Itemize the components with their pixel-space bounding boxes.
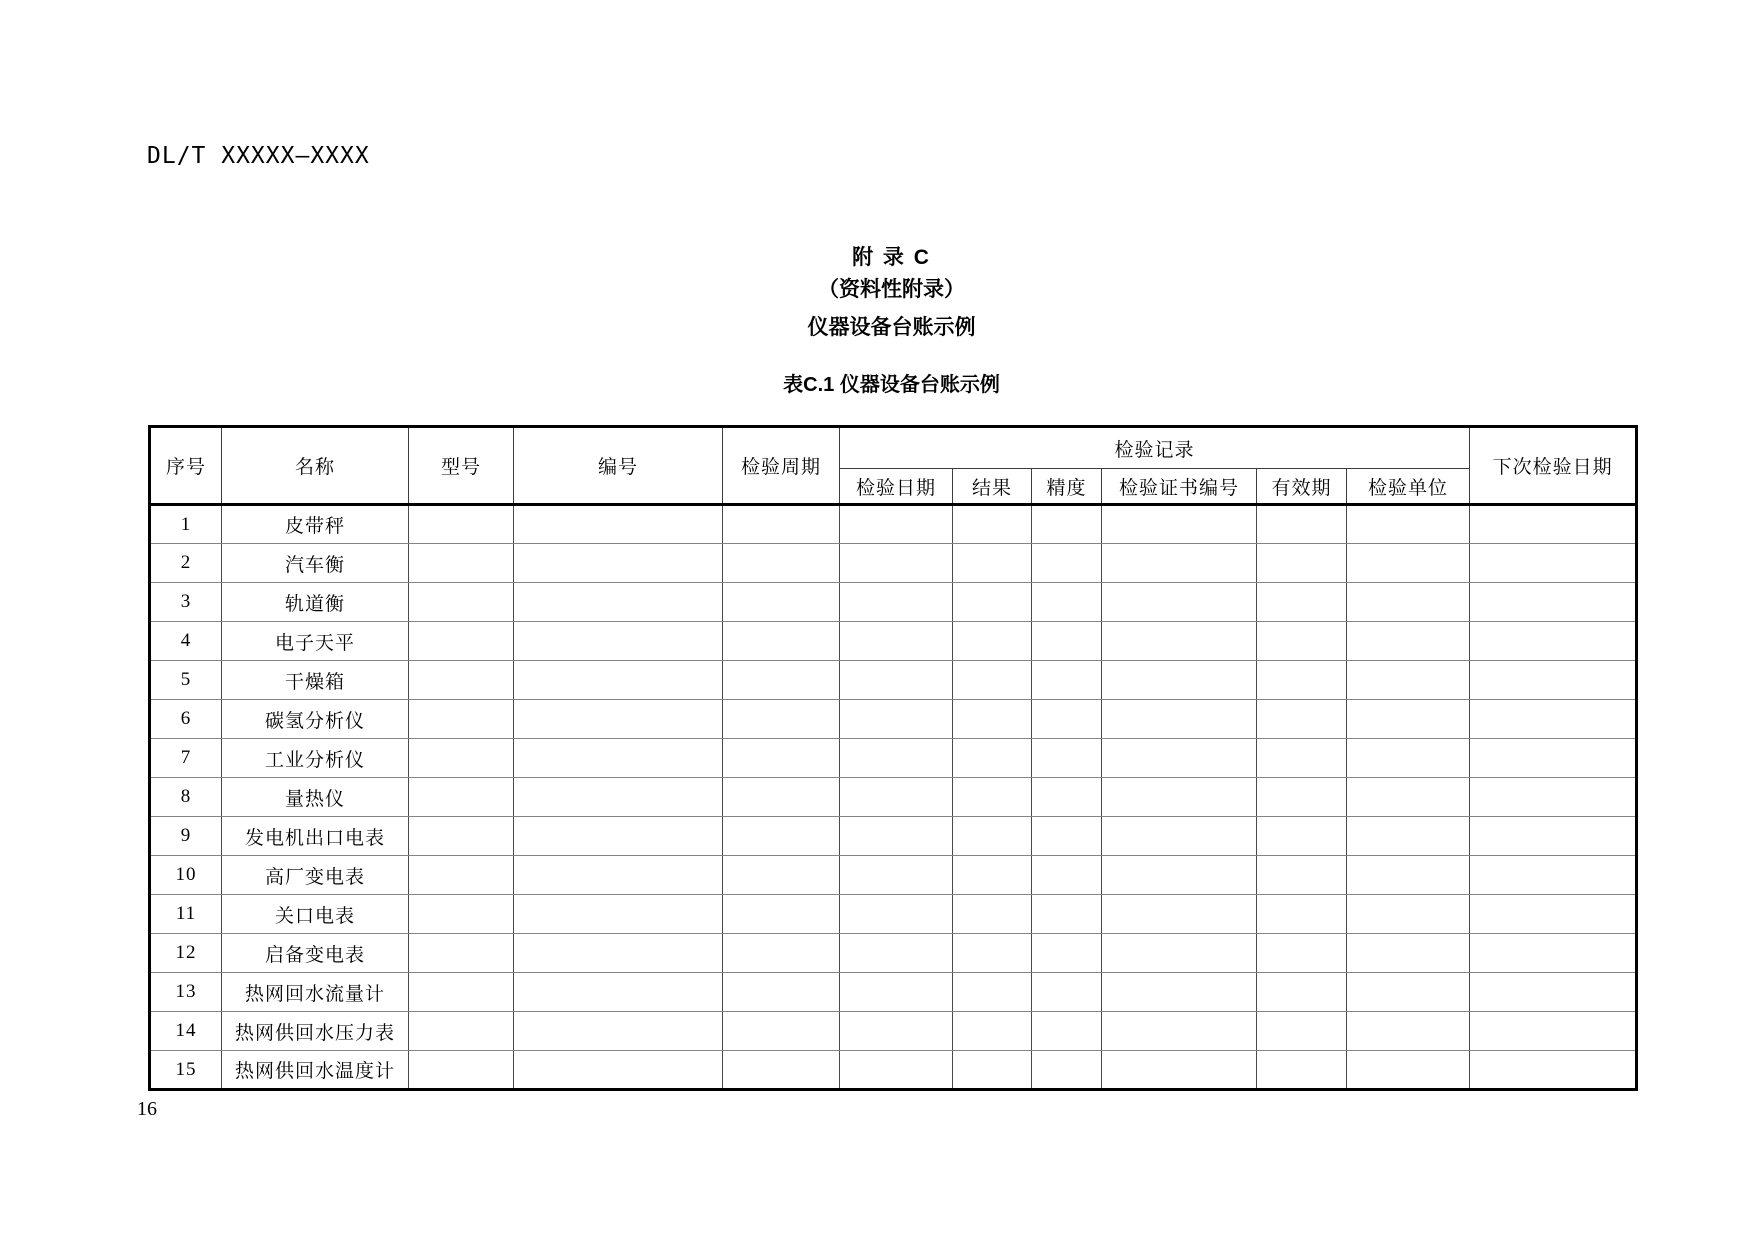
row-no-cell: 15	[150, 1051, 222, 1090]
empty-cell	[1470, 778, 1637, 817]
empty-cell	[514, 583, 723, 622]
row-name-cell: 热网供回水压力表	[222, 1012, 409, 1051]
empty-cell	[1470, 661, 1637, 700]
empty-cell	[840, 856, 953, 895]
empty-cell	[1102, 856, 1257, 895]
row-no-cell: 3	[150, 583, 222, 622]
empty-cell	[1032, 505, 1102, 544]
row-name-cell: 关口电表	[222, 895, 409, 934]
empty-cell	[1347, 973, 1470, 1012]
empty-cell	[514, 817, 723, 856]
empty-cell	[1257, 739, 1347, 778]
empty-cell	[1347, 817, 1470, 856]
empty-cell	[409, 895, 514, 934]
empty-cell	[1257, 1012, 1347, 1051]
column-header-result: 结果	[953, 469, 1032, 505]
column-header-next-date: 下次检验日期	[1470, 427, 1637, 505]
empty-cell	[1032, 856, 1102, 895]
empty-cell	[1032, 544, 1102, 583]
empty-cell	[1347, 544, 1470, 583]
row-name-cell: 热网回水流量计	[222, 973, 409, 1012]
empty-cell	[723, 817, 840, 856]
empty-cell	[409, 973, 514, 1012]
empty-cell	[1257, 1051, 1347, 1090]
row-name-cell: 电子天平	[222, 622, 409, 661]
row-no-cell: 1	[150, 505, 222, 544]
table-row	[150, 1012, 1637, 1051]
appendix-heading-block	[148, 245, 1635, 341]
empty-cell	[1102, 1012, 1257, 1051]
empty-cell	[1032, 778, 1102, 817]
row-name-cell: 发电机出口电表	[222, 817, 409, 856]
empty-cell	[1347, 1012, 1470, 1051]
empty-cell	[1257, 973, 1347, 1012]
empty-cell	[514, 505, 723, 544]
empty-cell	[1257, 817, 1347, 856]
empty-cell	[723, 934, 840, 973]
table-row	[150, 895, 1637, 934]
empty-cell	[953, 934, 1032, 973]
table-row	[150, 505, 1637, 544]
header-row-1	[150, 427, 1637, 469]
row-no-cell: 12	[150, 934, 222, 973]
empty-cell	[514, 739, 723, 778]
row-no-cell: 2	[150, 544, 222, 583]
empty-cell	[409, 700, 514, 739]
column-header-serial: 编号	[514, 427, 723, 505]
empty-cell	[1032, 895, 1102, 934]
empty-cell	[1102, 661, 1257, 700]
empty-cell	[840, 505, 953, 544]
empty-cell	[514, 1012, 723, 1051]
appendix-subject: 仪器设备台账示例	[807, 316, 976, 339]
empty-cell	[409, 778, 514, 817]
column-header-cycle: 检验周期	[723, 427, 840, 505]
empty-cell	[723, 856, 840, 895]
empty-cell	[953, 856, 1032, 895]
column-header-model: 型号	[409, 427, 514, 505]
row-name-cell: 轨道衡	[222, 583, 409, 622]
row-name-cell: 工业分析仪	[222, 739, 409, 778]
row-no-cell: 13	[150, 973, 222, 1012]
empty-cell	[1470, 544, 1637, 583]
column-header-precision: 精度	[1032, 469, 1102, 505]
empty-cell	[1470, 505, 1637, 544]
empty-cell	[514, 973, 723, 1012]
empty-cell	[409, 583, 514, 622]
empty-cell	[409, 739, 514, 778]
empty-cell	[1257, 583, 1347, 622]
empty-cell	[1257, 661, 1347, 700]
empty-cell	[1102, 778, 1257, 817]
empty-cell	[1347, 505, 1470, 544]
empty-cell	[1102, 739, 1257, 778]
empty-cell	[1102, 622, 1257, 661]
empty-cell	[1257, 934, 1347, 973]
table-row	[150, 739, 1637, 778]
empty-cell	[514, 778, 723, 817]
empty-cell	[1102, 1051, 1257, 1090]
table-row	[150, 700, 1637, 739]
empty-cell	[1347, 778, 1470, 817]
table-row	[150, 817, 1637, 856]
column-header-inspect-unit: 检验单位	[1347, 469, 1470, 505]
empty-cell	[840, 1012, 953, 1051]
empty-cell	[1470, 700, 1637, 739]
empty-cell	[1102, 973, 1257, 1012]
column-header-validity: 有效期	[1257, 469, 1347, 505]
empty-cell	[840, 700, 953, 739]
empty-cell	[1032, 700, 1102, 739]
empty-cell	[409, 1051, 514, 1090]
empty-cell	[514, 934, 723, 973]
empty-cell	[1347, 934, 1470, 973]
column-header-name: 名称	[222, 427, 409, 505]
empty-cell	[1470, 856, 1637, 895]
column-header-certificate-no: 检验证书编号	[1102, 469, 1257, 505]
empty-cell	[409, 661, 514, 700]
table-row	[150, 661, 1637, 700]
empty-cell	[1032, 583, 1102, 622]
empty-cell	[1102, 583, 1257, 622]
table-row	[150, 583, 1637, 622]
table-row	[150, 856, 1637, 895]
table-row	[150, 1051, 1637, 1090]
empty-cell	[953, 544, 1032, 583]
ledger-body	[150, 505, 1637, 1090]
empty-cell	[723, 505, 840, 544]
empty-cell	[1347, 895, 1470, 934]
empty-cell	[1102, 700, 1257, 739]
empty-cell	[953, 778, 1032, 817]
row-no-cell: 14	[150, 1012, 222, 1051]
appendix-type: （资料性附录）	[818, 278, 965, 301]
empty-cell	[1257, 700, 1347, 739]
empty-cell	[1257, 856, 1347, 895]
table-row	[150, 973, 1637, 1012]
row-no-cell: 11	[150, 895, 222, 934]
table-row	[150, 778, 1637, 817]
row-no-cell: 5	[150, 661, 222, 700]
empty-cell	[953, 661, 1032, 700]
empty-cell	[1102, 505, 1257, 544]
empty-cell	[1032, 661, 1102, 700]
empty-cell	[723, 700, 840, 739]
empty-cell	[840, 817, 953, 856]
empty-cell	[514, 661, 723, 700]
empty-cell	[1347, 583, 1470, 622]
empty-cell	[723, 544, 840, 583]
row-name-cell: 汽车衡	[222, 544, 409, 583]
empty-cell	[514, 544, 723, 583]
empty-cell	[1032, 973, 1102, 1012]
empty-cell	[409, 544, 514, 583]
empty-cell	[1032, 739, 1102, 778]
empty-cell	[953, 895, 1032, 934]
empty-cell	[840, 739, 953, 778]
empty-cell	[723, 622, 840, 661]
empty-cell	[953, 583, 1032, 622]
empty-cell	[953, 973, 1032, 1012]
empty-cell	[1347, 1051, 1470, 1090]
empty-cell	[840, 583, 953, 622]
page-number: 16	[137, 1098, 157, 1120]
row-no-cell: 4	[150, 622, 222, 661]
empty-cell	[723, 739, 840, 778]
empty-cell	[1470, 1012, 1637, 1051]
empty-cell	[514, 856, 723, 895]
row-name-cell: 热网供回水温度计	[222, 1051, 409, 1090]
empty-cell	[409, 1012, 514, 1051]
empty-cell	[1032, 817, 1102, 856]
empty-cell	[514, 700, 723, 739]
empty-cell	[1032, 1012, 1102, 1051]
row-name-cell: 皮带秤	[222, 505, 409, 544]
column-header-record-date: 检验日期	[840, 469, 953, 505]
empty-cell	[953, 622, 1032, 661]
empty-cell	[1470, 739, 1637, 778]
empty-cell	[1257, 622, 1347, 661]
empty-cell	[409, 505, 514, 544]
empty-cell	[723, 895, 840, 934]
empty-cell	[840, 895, 953, 934]
empty-cell	[1347, 700, 1470, 739]
empty-cell	[1347, 856, 1470, 895]
empty-cell	[723, 1051, 840, 1090]
empty-cell	[953, 1051, 1032, 1090]
empty-cell	[723, 973, 840, 1012]
empty-cell	[409, 856, 514, 895]
empty-cell	[840, 778, 953, 817]
empty-cell	[1470, 895, 1637, 934]
empty-cell	[1102, 895, 1257, 934]
empty-cell	[1470, 973, 1637, 1012]
empty-cell	[409, 817, 514, 856]
empty-cell	[1257, 895, 1347, 934]
empty-cell	[514, 622, 723, 661]
empty-cell	[723, 583, 840, 622]
appendix-heading: 附 录 C	[852, 246, 931, 269]
empty-cell	[840, 661, 953, 700]
empty-cell	[953, 817, 1032, 856]
empty-cell	[1470, 583, 1637, 622]
equipment-ledger-table	[148, 425, 1638, 1091]
empty-cell	[514, 895, 723, 934]
ledger-header	[150, 427, 1637, 505]
row-name-cell: 高厂变电表	[222, 856, 409, 895]
column-header-record-group: 检验记录	[840, 427, 1470, 469]
empty-cell	[1470, 934, 1637, 973]
table-caption: 表C.1 仪器设备台账示例	[783, 374, 1000, 396]
empty-cell	[514, 1051, 723, 1090]
empty-cell	[1032, 934, 1102, 973]
empty-cell	[1032, 1051, 1102, 1090]
empty-cell	[1257, 505, 1347, 544]
empty-cell	[409, 622, 514, 661]
empty-cell	[953, 1012, 1032, 1051]
empty-cell	[1470, 817, 1637, 856]
empty-cell	[1347, 739, 1470, 778]
empty-cell	[840, 934, 953, 973]
empty-cell	[1470, 1051, 1637, 1090]
empty-cell	[953, 505, 1032, 544]
table-row	[150, 622, 1637, 661]
empty-cell	[723, 778, 840, 817]
empty-cell	[1257, 778, 1347, 817]
table-row	[150, 934, 1637, 973]
table-row	[150, 544, 1637, 583]
column-header-no: 序号	[150, 427, 222, 505]
doc-code: DL/T XXXXX—XXXX	[147, 143, 370, 169]
empty-cell	[953, 700, 1032, 739]
row-no-cell: 6	[150, 700, 222, 739]
row-name-cell: 启备变电表	[222, 934, 409, 973]
empty-cell	[723, 1012, 840, 1051]
empty-cell	[409, 934, 514, 973]
row-no-cell: 8	[150, 778, 222, 817]
empty-cell	[1102, 544, 1257, 583]
empty-cell	[840, 1051, 953, 1090]
empty-cell	[1347, 661, 1470, 700]
empty-cell	[1102, 817, 1257, 856]
empty-cell	[723, 661, 840, 700]
row-name-cell: 碳氢分析仪	[222, 700, 409, 739]
row-name-cell: 量热仪	[222, 778, 409, 817]
row-name-cell: 干燥箱	[222, 661, 409, 700]
empty-cell	[953, 739, 1032, 778]
empty-cell	[1032, 622, 1102, 661]
empty-cell	[1470, 622, 1637, 661]
row-no-cell: 10	[150, 856, 222, 895]
empty-cell	[1257, 544, 1347, 583]
empty-cell	[840, 622, 953, 661]
row-no-cell: 9	[150, 817, 222, 856]
row-no-cell: 7	[150, 739, 222, 778]
empty-cell	[1102, 934, 1257, 973]
empty-cell	[1347, 622, 1470, 661]
empty-cell	[840, 973, 953, 1012]
empty-cell	[840, 544, 953, 583]
